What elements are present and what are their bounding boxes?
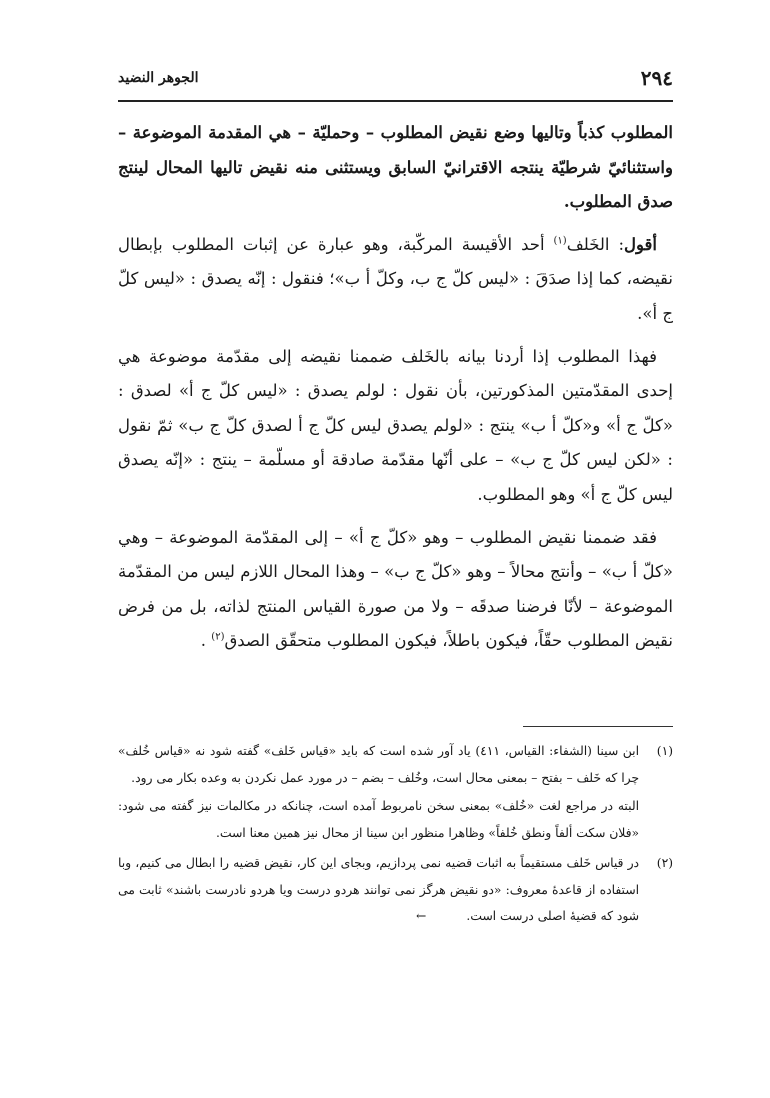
paragraph-4-end: .: [200, 631, 207, 651]
paragraph-2: [118, 228, 673, 332]
main-text: [118, 116, 673, 659]
footnote-text: [118, 850, 639, 930]
paragraph-3: [118, 340, 673, 513]
paragraph-3-text: فهذا المطلوب إذا أردنا بيانه بالخَلف ضممنا نقيضه إلى مقدّمة موضوعة هي إحدى المقدّمتين المذكورتين، بأن نقول : لولم يصدق : «ليس كلّ ج أ» لصدق : «كلّ ج أ» و«كلّ أ ب» ينتج : «لولم يصدق ليس كلّ ج أ لصدق كلّ ج ب» ثمّ نقول : «لكن ليس كلّ ج ب» – على أنّها مقدّمة صادقة أو مسلّمة – ينتج : «إنّه يصدق ليس كلّ ج أ» وهو المطلوب.: [118, 346, 673, 504]
footnote-ref-2[interactable]: (٢): [211, 631, 225, 643]
paragraph-4-text: فقد ضممنا نقيض المطلوب – وهو «كلّ ج أ» – إلى المقدّمة الموضوعة – وهي «كلّ أ ب» – وأنتج محالاً – وهو «كلّ ج ب» – وهذا المحال اللازم ليس من المقدّمة الموضوعة – لأنّا فرضنا صدقَه – ولا من صورة القياس المنتج لذاته، بل من فرض نقيض المطلوب حقّاً، فيكون باطلاً، فيكون المطلوب متحقّق الصدق: [118, 527, 673, 651]
paragraph-2-part-b: أحد الأقيسة المركّبة، وهو عبارة عن إثبات المطلوب بإبطال نقيضه، كما إذا صدَقَ : «ليس كلّ ج ب، وكلّ أ ب»؛ فنقول : إنّه يصدق : «ليس كلّ ج أ».: [118, 234, 673, 323]
footnote-number: (٢): [656, 856, 673, 870]
footnote-1: [118, 738, 673, 846]
page-header: [118, 64, 673, 94]
paragraph-2-part-a: : الخَلف: [566, 234, 625, 254]
paragraph-1: المطلوب كذباً وتاليها وضع نقيض المطلوب – وحمليّة – هي المقدمة الموضوعة – واستثنائيّ شرطيّة ينتجه الاقترانيّ السابق ويستثنى منه نقيض تاليها المحال لينتج صدق المطلوب.: [118, 123, 673, 212]
footnote-separator: [523, 726, 673, 727]
header-divider: [118, 100, 673, 102]
page-number: ٢٩٤: [640, 66, 673, 90]
footnote-text: ابن سينا (الشفاء: القياس، ٤١١) ياد آور شده است كه بايد «قياس خَلف» گفته شود نه «قياس خُلف» چرا كه خَلف – بفتح – بمعنى محال است، وخُلف – بضم – در مورد عمل نكردن به وعده بكار مى رود.: [118, 744, 640, 785]
footnotes: [118, 738, 673, 934]
footnote-2: [118, 850, 673, 930]
footnote-continuation: البته در مراجع لغت «خُلف» بمعنى سخن نامربوط آمده است، چنانكه در مكالمات نيز گفته مى شود: «فلان سكت ألفاً ونطق خُلفاً» وظاهرا منظور ابن سينا از محال نيز همين معنا است.: [118, 799, 639, 840]
continuation-arrow-icon: ←: [416, 909, 427, 923]
lead-word-aqulu: أقول: [624, 234, 658, 254]
paragraph-4: [118, 521, 673, 659]
running-title: الجوهر النضيد: [118, 70, 199, 86]
footnote-number: (١): [656, 744, 673, 758]
footnote-2-text: در قياس خَلف مستقيماً به اثبات قضيه نمى پردازيم، وبجاى اين كار، نقيض قضيه را ابطال مى كنيم، وبا استفاده از قاعدهٔ معروف: «دو نقيض هرگز نمى توانند هردو درست ويا هردو نادرست باشند» ثابت مى شود كه قضيهٔ اصلى درست است.: [118, 856, 639, 923]
footnote-ref-1[interactable]: (١): [553, 235, 567, 247]
